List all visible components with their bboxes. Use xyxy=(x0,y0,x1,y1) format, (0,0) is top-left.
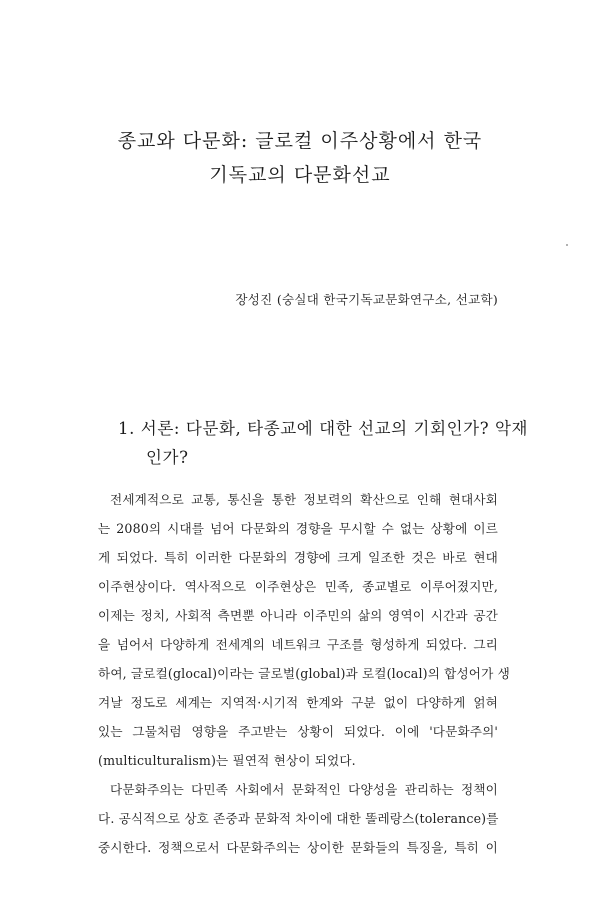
body-line: (multiculturalism)는 필연적 현상이 되었다. xyxy=(98,753,356,768)
body-line: 이주현상이다. 역사적으로 이주현상은 민족, 종교별로 이루어졌지만, xyxy=(98,579,498,594)
body-line: 는 2080의 시대를 넘어 다문화의 경향을 무시할 수 없는 상황에 이르 xyxy=(98,521,498,536)
body-line: 있는 그물처럼 영향을 주고받는 상황이 되었다. 이에 '다문화주의' xyxy=(98,724,498,739)
body-line: 을 넘어서 다양하게 전세계의 네트워크 구조를 형성하게 되었다. 그리 xyxy=(98,637,498,652)
paper-title-line-1: 종교와 다문화: 글로컬 이주상황에서 한국 xyxy=(117,130,483,152)
paper-title-line-2: 기독교의 다문화선교 xyxy=(209,164,391,186)
body-line: 전세계적으로 교통, 통신을 통한 정보력의 확산으로 인해 현대사회 xyxy=(110,492,498,507)
body-line: 겨날 정도로 세계는 지역적·시기적 한계와 구분 없이 다양하게 얽혀 xyxy=(98,695,498,710)
section-heading-line-1: 1. 서론: 다문화, 타종교에 대한 선교의 기회인가? 악재 xyxy=(118,419,529,438)
body-line: 다. 공식적으로 상호 존중과 문화적 차이에 대한 똘레랑스(tolerance)를 xyxy=(98,811,499,826)
author-affiliation: 장성진 (숭실대 한국기독교문화연구소, 선교학) xyxy=(235,292,498,307)
body-line: 중시한다. 정책으로서 다문화주의는 상이한 문화들의 특징을, 특히 이 xyxy=(98,840,498,855)
body-line: 게 되었다. 특히 이러한 다문화의 경향에 크게 일조한 것은 바로 현대 xyxy=(98,550,498,565)
section-heading-line-2: 인가? xyxy=(146,448,189,467)
body-line: 다문화주의는 다민족 사회에서 문화적인 다양성을 관리하는 정책이 xyxy=(110,782,498,797)
body-line: 이제는 정치, 사회적 측면뿐 아니라 이주민의 삶의 영역이 시간과 공간 xyxy=(98,608,498,623)
scan-speck xyxy=(566,244,568,246)
body-line: 하여, 글로컬(glocal)이라는 글로벌(global)과 로컬(local)의 합성어가 생 xyxy=(98,666,510,681)
